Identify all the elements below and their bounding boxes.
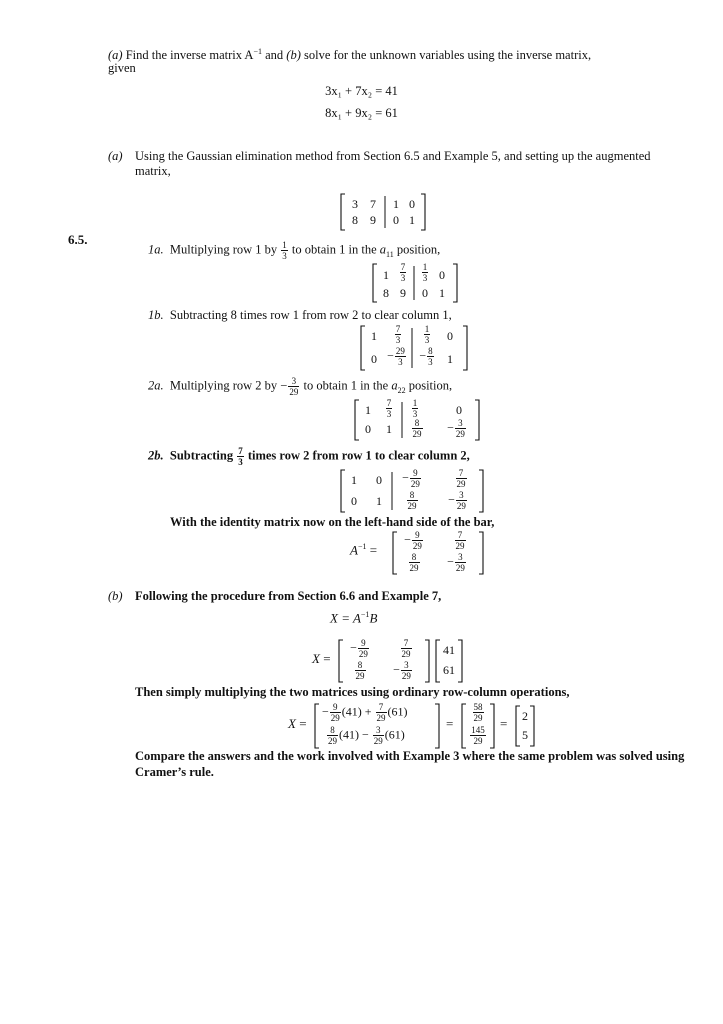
minus-sign: − (393, 662, 400, 677)
formula-sup: −1 (360, 610, 370, 619)
equation-1: 3x₁ + 7x₂ = 41 (325, 84, 398, 98)
part-a-label: (a) (108, 149, 123, 163)
frac-den: 29 (401, 649, 411, 659)
m1b-cell: 1 (447, 352, 453, 366)
frac-num: 9 (412, 530, 423, 541)
part-b-marker: (b) (286, 48, 301, 63)
result-vector (514, 704, 536, 748)
b-vector-cell: 61 (443, 663, 455, 677)
equals-4: = (500, 716, 508, 731)
frac-num: 1 (422, 262, 428, 272)
aug-cell: 7 (370, 197, 376, 211)
frac-num: 7 (400, 262, 406, 272)
frac-num: 8 (407, 490, 418, 501)
frac-num: 7 (456, 468, 467, 479)
part-a-text-1: Using the Gaussian elimination method from Section 6.5 and Example 5, and setting up the augmented (135, 149, 651, 163)
frac-den: 29 (473, 736, 483, 746)
step-2b-text-2: times row 2 from row 1 to clear column 2, (247, 448, 470, 463)
frac-num: 8 (428, 346, 433, 356)
minus-sign: − (447, 420, 454, 435)
aug-cell: 3 (352, 197, 358, 211)
frac-num: 1 (424, 324, 430, 334)
product-row-1: − $\frac{9}{29}$ (41) + $\frac{7}{29}$ (61) (322, 702, 408, 723)
frac-den: 29 (373, 736, 383, 746)
frac-num: 7 (455, 530, 466, 541)
frac-den: 29 (358, 649, 368, 659)
frac-num: 7 (376, 702, 387, 713)
equals-sign: = (299, 716, 307, 731)
equals-3: = (446, 716, 454, 731)
m1a-cell: 8 (383, 286, 389, 300)
equation-2: 8x₁ + 9x₂ = 61 (325, 106, 398, 120)
frac-num: 9 (358, 638, 369, 649)
frac-num: 29 (395, 346, 405, 356)
product-value: 61 (391, 704, 404, 719)
frac-num: 3 (288, 376, 299, 387)
m2b-cell: 0 (351, 494, 357, 508)
frac-den: 29 (456, 479, 466, 489)
frac-den: 29 (412, 429, 422, 439)
frac-den: 3 (424, 335, 430, 345)
matrix-2a (352, 398, 482, 442)
step-2a-sub: 22 (397, 385, 406, 395)
step-2a (148, 376, 452, 399)
product-value: 61 (388, 727, 401, 742)
frac-den: 3 (422, 273, 428, 283)
m2a-cell: 0 (365, 422, 371, 436)
frac-den: 3 (412, 409, 418, 419)
step-2a-end: position, (408, 378, 453, 393)
part-a-text-2: matrix, (135, 164, 171, 178)
m1b-cell: 0 (447, 329, 453, 343)
step-2a-pos: a (391, 378, 398, 393)
ainv-label (350, 542, 377, 558)
frac-num: 7 (401, 638, 412, 649)
inverse-sup: −1 (253, 47, 262, 56)
matrix-xb-ainv (336, 638, 432, 684)
frac-den: 29 (412, 541, 422, 551)
identity-text: With the identity matrix now on the left-hand side of the bar, (170, 515, 495, 529)
problem-line-1 (108, 44, 591, 63)
ainv-letter: A (350, 542, 358, 558)
step-1a-text: Multiplying row 1 by (169, 242, 278, 257)
matrix-products (312, 702, 442, 750)
frac-num: 7 (386, 398, 392, 408)
problem-text-1-rest: solve for the unknown variables using the inverse matrix, (304, 48, 592, 63)
frac-num: 3 (373, 725, 384, 736)
problem-text-1: Find the inverse matrix A (125, 48, 254, 63)
frac-den: 29 (455, 541, 465, 551)
problem-and: and (265, 48, 284, 63)
m1a-cell: 0 (439, 268, 445, 282)
frac-den: 3 (282, 251, 287, 261)
step-2a-label: 2a. (148, 378, 164, 393)
frac-num: 3 (455, 552, 466, 563)
frac-den: 29 (355, 671, 365, 681)
aug-cell: 8 (352, 213, 358, 227)
frac-den: 3 (400, 273, 406, 283)
minus-sign: − (402, 470, 409, 485)
frac-den: 29 (401, 671, 411, 681)
problem-number: 6.5. (68, 232, 88, 247)
product-value: 41 (343, 727, 355, 742)
matrix-1b (358, 324, 470, 372)
result-cell: 2 (522, 709, 528, 723)
minus-sign: − (280, 378, 288, 393)
frac-den: 29 (289, 387, 299, 397)
aug-cell: 0 (409, 197, 415, 211)
minus-sign: − (404, 532, 411, 547)
step-1a-pos: a (379, 242, 387, 257)
step-1b-label: 1b. (148, 308, 164, 322)
formula (330, 610, 377, 626)
minus-sign: − (447, 554, 454, 569)
compare-text-2: Cramer’s rule. (135, 765, 214, 779)
part-a-marker: (a) (108, 48, 123, 63)
frac-num: 3 (456, 490, 467, 501)
frac-num: 8 (409, 552, 420, 563)
frac-num: 145 (471, 725, 485, 735)
frac-num: 9 (330, 702, 341, 713)
b-vector (434, 638, 464, 684)
product-value: 41 (345, 704, 358, 719)
augmented-matrix (338, 192, 428, 232)
minus-sign: − (350, 640, 357, 655)
multiply-text: Then simply multiplying the two matrices using ordinary row-column operations, (135, 685, 570, 699)
frac-num: 9 (410, 468, 421, 479)
step-2b (148, 446, 470, 467)
frac-den: 3 (386, 409, 392, 419)
m2b-cell: 1 (351, 473, 357, 487)
minus-sign: − (419, 348, 427, 363)
frac-den: 3 (395, 335, 401, 345)
aug-cell: 1 (393, 197, 399, 211)
frac-den: 29 (455, 563, 465, 573)
b-vector-cell: 41 (443, 643, 455, 657)
frac-num: 1 (282, 240, 287, 250)
part-b-text: Following the procedure from Section 6.6 and Example 7, (135, 589, 442, 603)
matrix-fraction-result (460, 702, 496, 750)
frac-den: 29 (328, 736, 337, 746)
step-1a-label: 1a. (148, 242, 164, 257)
m1b-cell: 0 (371, 352, 377, 366)
compare-text-1: Compare the answers and the work involved with Example 3 where the same problem was solved using (135, 749, 685, 763)
aug-cell: 9 (370, 213, 376, 227)
frac-num: 8 (355, 660, 366, 671)
frac-den: 29 (376, 713, 386, 723)
frac-den: 29 (473, 713, 483, 723)
x-letter: X (312, 651, 320, 666)
frac-num: 8 (327, 725, 338, 736)
aug-cell: 0 (393, 213, 399, 227)
frac-den: 3 (428, 357, 433, 367)
m2a-cell: 1 (365, 403, 371, 417)
matrix-ainv (390, 530, 486, 576)
step-2a-text: Multiplying row 2 by (169, 378, 278, 393)
x-equals-2 (288, 716, 307, 732)
frac-num: 1 (412, 398, 418, 408)
step-1a-text-2: to obtain 1 in the (291, 242, 377, 257)
product-row-2: $\frac{8}{29}$ (41) − $\frac{3}{29}$ (61) (328, 725, 405, 746)
matrix-1a (370, 262, 460, 304)
ainv-sup: −1 (357, 542, 367, 551)
m1a-cell: 1 (439, 286, 445, 300)
problem-line-2: given (108, 61, 136, 75)
m2a-cell: 1 (386, 422, 392, 436)
equals-sign: = (323, 651, 331, 666)
frac-den: 29 (456, 501, 466, 511)
step-2b-text: Subtracting (169, 448, 234, 463)
formula-text: X = A (330, 610, 361, 626)
part-b-label: (b) (108, 589, 123, 603)
formula-end: B (369, 610, 378, 626)
m1a-cell: 0 (422, 286, 428, 300)
frac-den: 29 (409, 563, 419, 573)
equals-sign: = (369, 542, 378, 558)
m2b-cell: 0 (376, 473, 382, 487)
m2b-cell: 1 (376, 494, 382, 508)
frac-num: 3 (401, 660, 412, 671)
minus-sign: − (322, 704, 329, 719)
frac-num: 58 (473, 702, 483, 712)
step-1b-text: Subtracting 8 times row 1 from row 2 to clear column 1, (169, 308, 452, 322)
step-1a (148, 240, 440, 263)
frac-den: 29 (330, 713, 340, 723)
frac-num: 8 (412, 418, 423, 429)
frac-num: 7 (395, 324, 401, 334)
step-1b (148, 307, 452, 323)
minus-sign: − (448, 492, 455, 507)
frac-num: 7 (238, 446, 243, 456)
frac-den: 3 (398, 357, 403, 367)
matrix-2b (338, 468, 486, 514)
m1a-cell: 9 (400, 286, 406, 300)
x-equals-1 (312, 651, 331, 667)
frac-num: 3 (455, 418, 466, 429)
step-1a-sub: 11 (386, 249, 394, 259)
result-cell: 5 (522, 728, 528, 742)
m1b-cell: 1 (371, 329, 377, 343)
m2a-cell: 0 (456, 403, 462, 417)
x-letter: X (288, 716, 296, 731)
step-1a-end: position, (396, 242, 441, 257)
aug-cell: 1 (409, 213, 415, 227)
minus-sign: − (387, 348, 394, 363)
frac-den: 3 (238, 457, 243, 467)
frac-den: 29 (407, 501, 417, 511)
step-2a-text-2: to obtain 1 in the (303, 378, 389, 393)
m1a-cell: 1 (383, 268, 389, 282)
step-2b-label: 2b. (148, 448, 164, 463)
frac-den: 29 (455, 429, 465, 439)
frac-den: 29 (410, 479, 420, 489)
